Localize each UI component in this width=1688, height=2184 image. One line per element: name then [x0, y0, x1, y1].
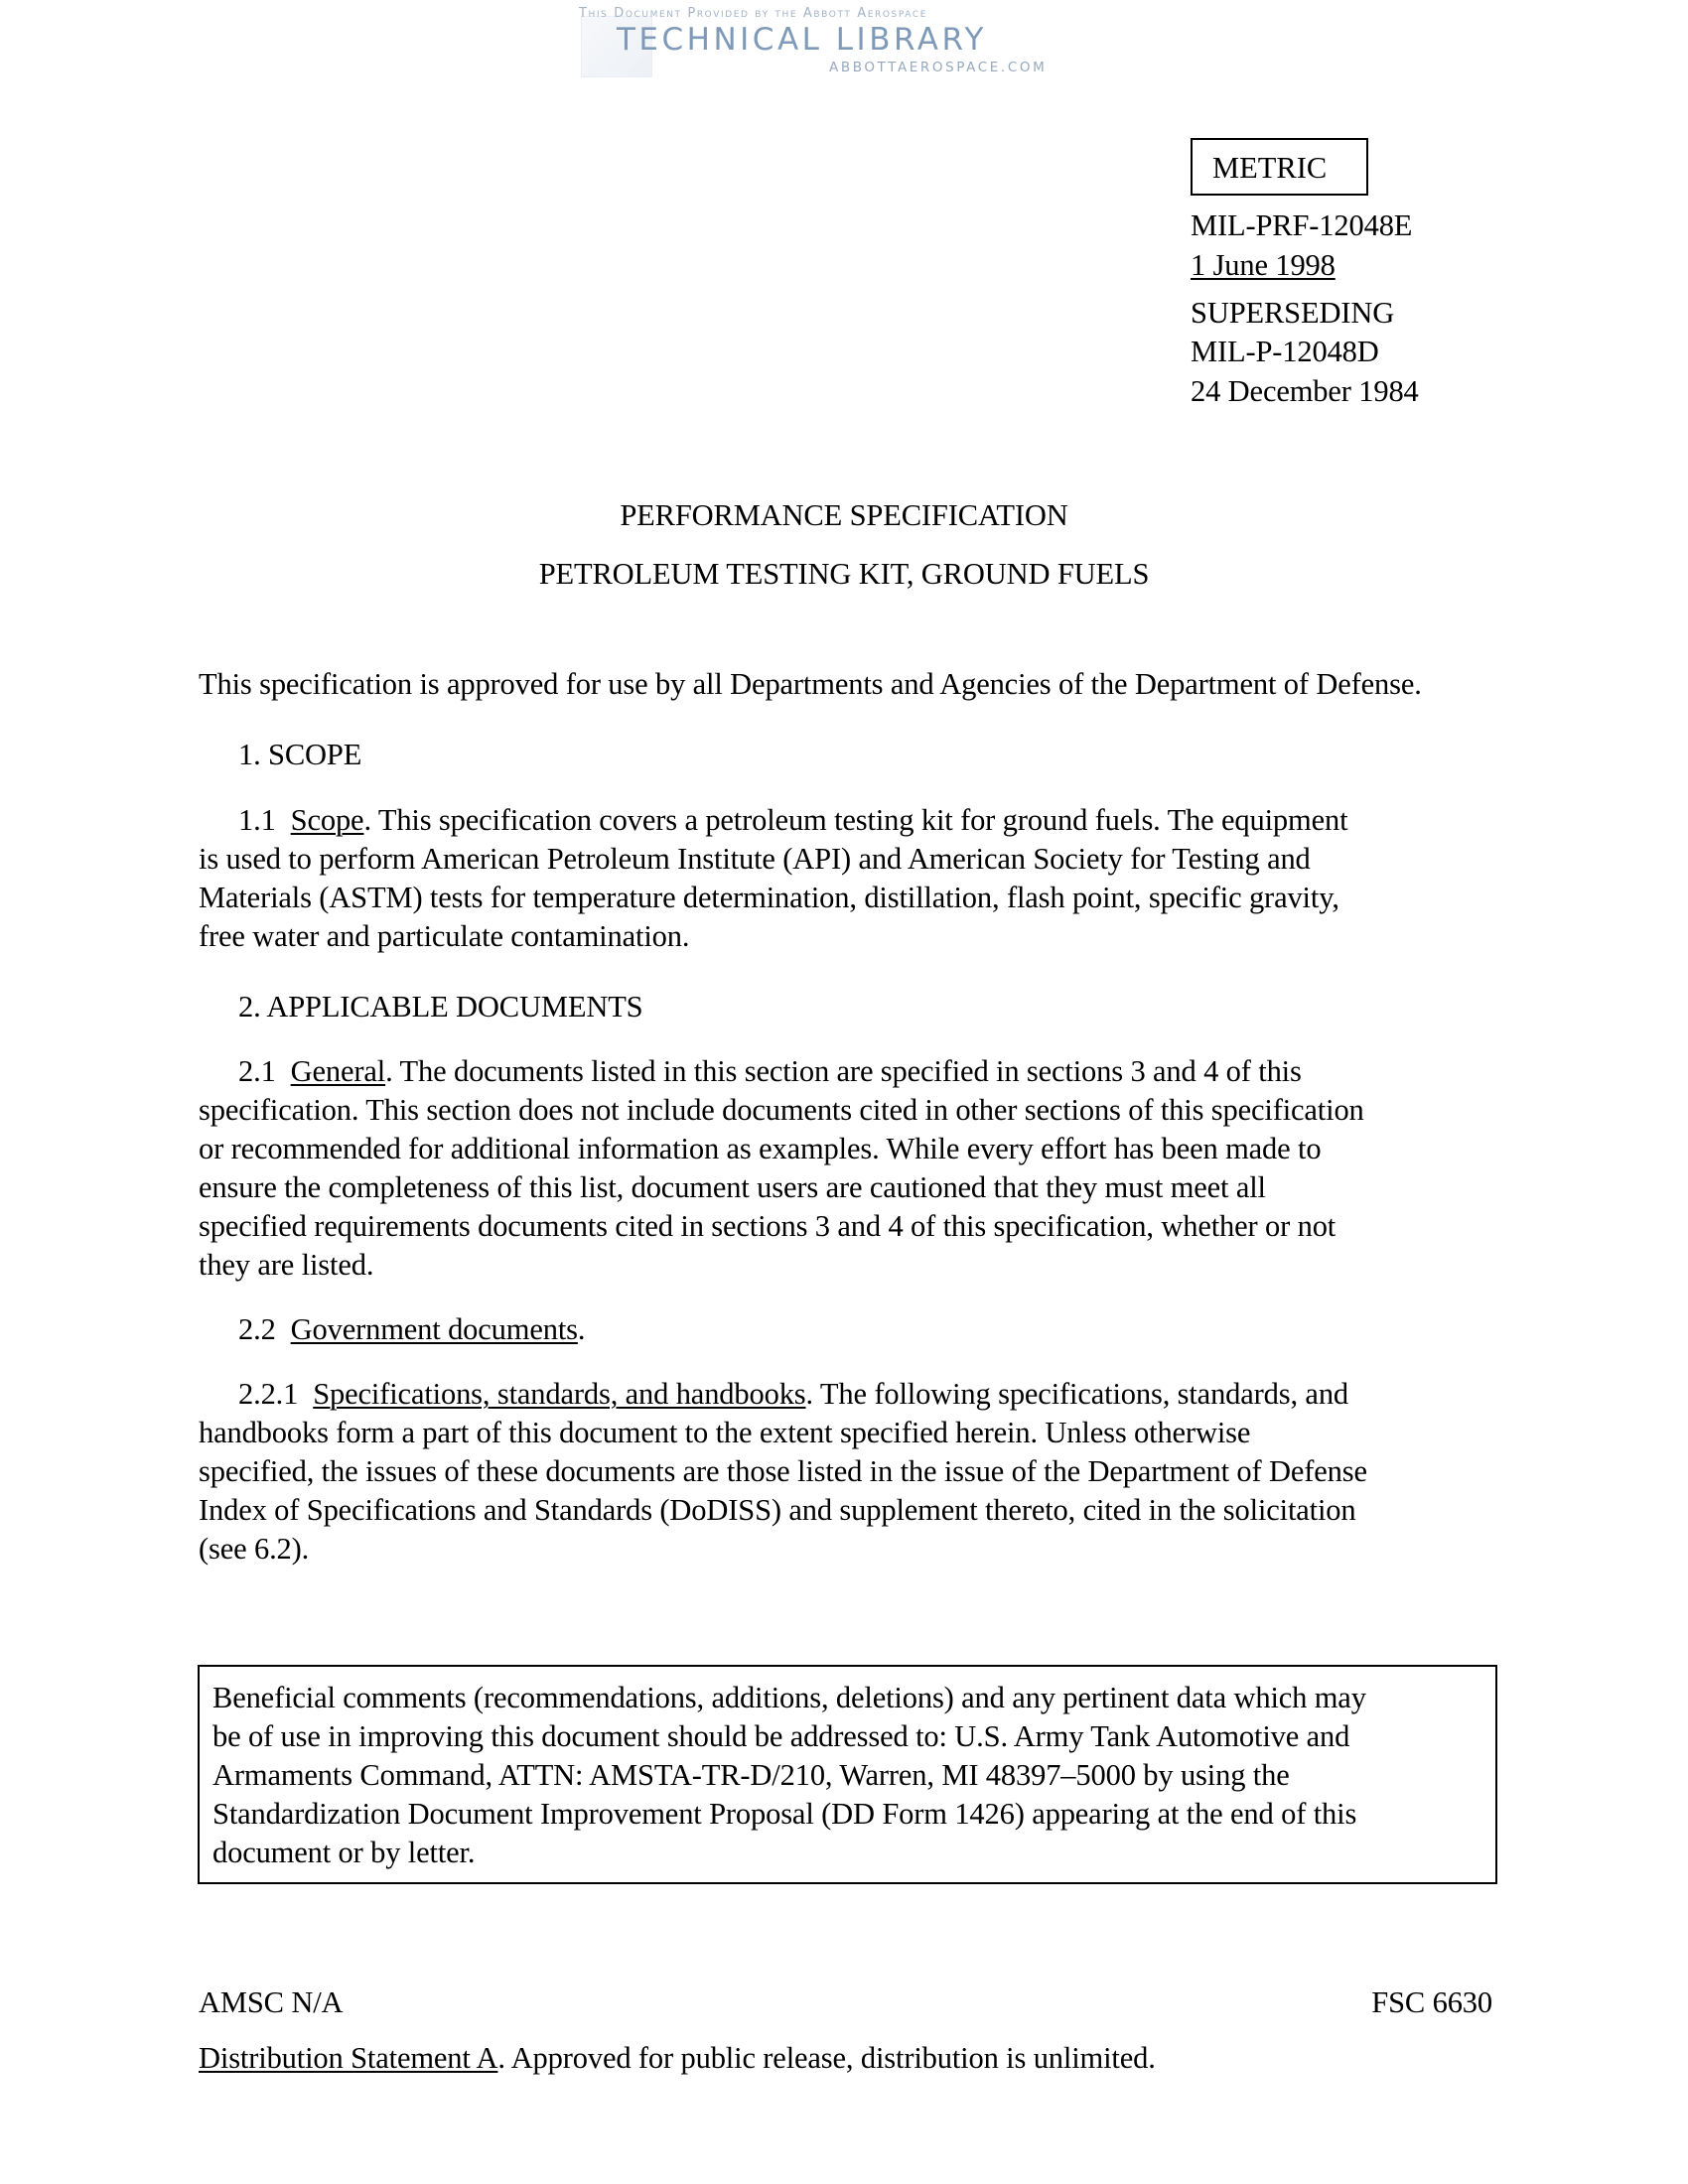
distribution-text: . Approved for public release, distribution is unlimited.: [497, 2041, 1156, 2075]
paragraph-line: Index of Specifications and Standards (DoDISS) and supplement thereto, cited in the solicitation: [199, 1493, 1356, 1527]
paragraph-line: specified requirements documents cited in sections 3 and 4 of this specification, whether or not: [199, 1209, 1336, 1243]
paragraph-number: 2.1: [238, 1054, 276, 1088]
paragraph-line: specification. This section does not include documents cited in other sections of this specification: [199, 1093, 1364, 1127]
watermark-title: TECHNICAL LIBRARY: [617, 22, 987, 58]
paragraph-2-2-1: [238, 1377, 1348, 1411]
section-2-heading: 2. APPLICABLE DOCUMENTS: [238, 990, 643, 1024]
paragraph-suffix: .: [577, 1312, 586, 1346]
notice-line: Beneficial comments (recommendations, additions, deletions) and any pertinent data which may: [212, 1681, 1366, 1714]
paragraph-title: Scope: [290, 803, 364, 837]
fsc-code: FSC 6630: [1371, 1985, 1492, 2019]
paragraph-line: (see 6.2).: [199, 1532, 310, 1566]
paragraph-2-1: [238, 1054, 1302, 1088]
paragraph-line: they are listed.: [199, 1248, 374, 1282]
paragraph-line: is used to perform American Petroleum Institute (API) and American Society for Testing and: [199, 842, 1311, 876]
paragraph-number: 2.2.1: [238, 1377, 299, 1411]
superseding-label: SUPERSEDING: [1191, 296, 1395, 330]
notice-line: Armaments Command, ATTN: AMSTA-TR-D/210, Warren, MI 48397–5000 by using the: [212, 1758, 1290, 1792]
distribution-statement: [199, 2041, 1156, 2075]
paragraph-line: or recommended for additional information as examples. While every effort has been made to: [199, 1132, 1322, 1165]
paragraph-number: 1.1: [238, 803, 276, 837]
paragraph-text: . The documents listed in this section are specified in sections 3 and 4 of this: [385, 1054, 1302, 1088]
watermark-logo: [571, 4, 1112, 83]
paragraph-1-1: [238, 803, 1347, 837]
superseded-number: MIL-P-12048D: [1191, 335, 1379, 368]
paragraph-line: handbooks form a part of this document to the extent specified herein. Unless otherwise: [199, 1416, 1251, 1449]
metric-label: METRIC: [1212, 151, 1328, 185]
distribution-title: Distribution Statement A: [199, 2041, 498, 2075]
notice-line: document or by letter.: [212, 1836, 476, 1869]
paragraph-line: specified, the issues of these documents are those listed in the issue of the Department of Defense: [199, 1454, 1367, 1488]
approval-statement: This specification is approved for use by all Departments and Agencies of the Department of Defense.: [199, 667, 1422, 701]
amsc-code: AMSC N/A: [199, 1985, 344, 2019]
watermark-url: ABBOTTAEROSPACE.COM: [829, 60, 1048, 75]
paragraph-text: . The following specifications, standards, and: [805, 1377, 1349, 1411]
page-title: PERFORMANCE SPECIFICATION: [620, 498, 1068, 532]
paragraph-title: Government documents: [290, 1312, 578, 1346]
paragraph-text: . This specification covers a petroleum testing kit for ground fuels. The equipment: [363, 803, 1348, 837]
superseded-date: 24 December 1984: [1191, 374, 1419, 408]
paragraph-title: General: [290, 1054, 386, 1088]
metric-badge: [1191, 138, 1368, 196]
paragraph-line: free water and particulate contamination.: [199, 919, 690, 953]
paragraph-line: ensure the completeness of this list, document users are cautioned that they must meet all: [199, 1170, 1266, 1204]
paragraph-number: 2.2: [238, 1312, 276, 1346]
page-subtitle: PETROLEUM TESTING KIT, GROUND FUELS: [538, 557, 1150, 591]
document-date: 1 June 1998: [1191, 248, 1336, 282]
paragraph-line: Materials (ASTM) tests for temperature determination, distillation, flash point, specific gravity,: [199, 881, 1339, 914]
notice-line: Standardization Document Improvement Proposal (DD Form 1426) appearing at the end of this: [212, 1797, 1357, 1831]
section-1-heading: 1. SCOPE: [238, 738, 362, 771]
document-number: MIL-PRF-12048E: [1191, 208, 1413, 242]
paragraph-title: Specifications, standards, and handbooks: [313, 1377, 806, 1411]
comments-notice-box: [198, 1665, 1497, 1884]
watermark-provider-text: This Document Provided by the Abbott Aerospace: [579, 6, 928, 21]
notice-line: be of use in improving this document should be addressed to: U.S. Army Tank Automotive and: [212, 1719, 1350, 1753]
paragraph-2-2: [238, 1312, 585, 1346]
